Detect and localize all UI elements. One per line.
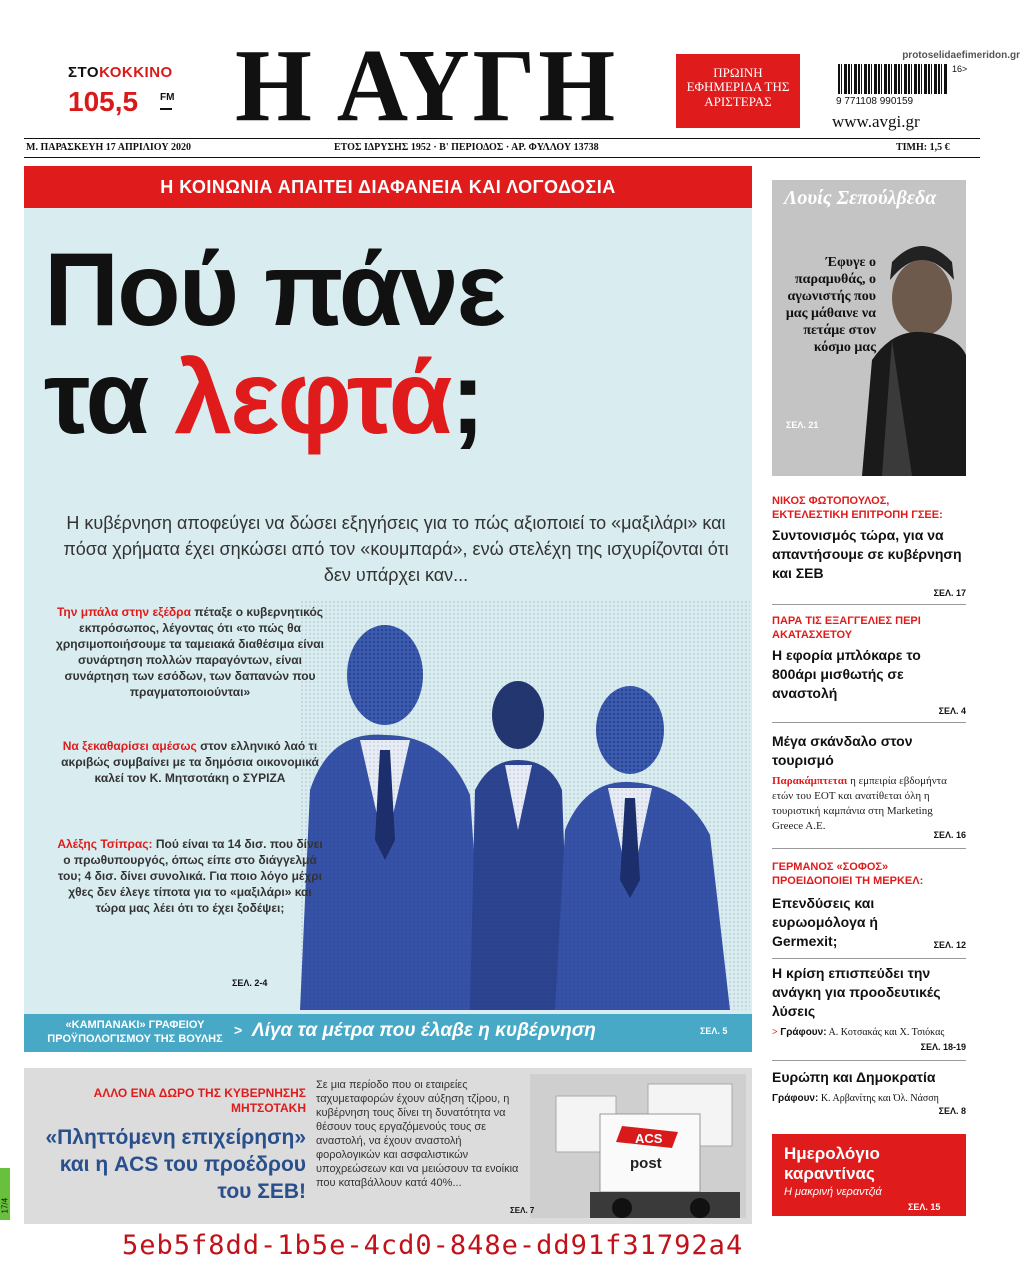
radio-band: FM: [160, 92, 175, 103]
edition-info: ΕΤΟΣ ΙΔΡΥΣΗΣ 1952 · Β' ΠΕΡΙΟΔΟΣ · ΑΡ. ΦΥΛΛΟΥ 13738: [334, 142, 599, 153]
divider: [772, 958, 966, 959]
crisis-authors: > Γράφουν: Α. Κοτσακάς και Χ. Τσιόκας: [772, 1027, 945, 1038]
europe-authors: Γράφουν: Κ. Αρβανίτης και Όλ. Νάσση: [772, 1093, 939, 1104]
strip-title[interactable]: Λίγα τα μέτρα που έλαβε η κυβέρνηση: [252, 1020, 596, 1041]
chevron-right-icon: >: [234, 1022, 243, 1038]
germexit-title[interactable]: Επενδύσεις και ευρωομόλογα ή Germexit;: [772, 895, 878, 949]
page-reference: ΣΕΛ. 18-19: [920, 1042, 966, 1052]
tagline: ΠΡΩΙΝΗ ΕΦΗΜΕΡΙΔΑ ΤΗΣ ΑΡΙΣΤΕΡΑΣ: [676, 54, 800, 128]
lead-paragraph: Αλέξης Τσίπρας: Πού είναι τα 14 δισ. που δίνει ο πρωθυπουργός, όπως είπε στο διάγγελμά του; 4 δισ. δίνει συνολικά. Για ποιο λόγο μέχρι χθες δεν έλεγε τίποτα για το «μαξιλάρι» και τώρα μας λέει ότι το έχει ξοδέψει;: [57, 837, 323, 915]
gsee-title[interactable]: Συντονισμός τώρα, για να απαντήσουμε σε κυβέρνηση και ΣΕΒ: [772, 527, 962, 581]
page-reference: ΣΕΛ. 21: [786, 420, 819, 430]
delivery-scooters-photo: [530, 1074, 746, 1218]
germexit-kicker: ΓΕΡΜΑΝΟΣ «ΣΟΦΟΣ» ΠΡΟΕΙΔΟΠΟΙΕΙ ΤΗ ΜΕΡΚΕΛ:: [772, 861, 924, 887]
acs-body: Σε μια περίοδο που οι εταιρείες ταχυμεταφορών έχουν αύξηση τζίρου, η κυβέρνηση τους δίνει τη δυνατότητα να θέσουν τους εργαζόμενούς τους σε αναστολή, να έχουν αναστολή φορολογικών και ασφαλιστικών υποχρεώσεων και να μειώσουν τα ενοίκια που καταβάλλουν κατά 40%...: [316, 1079, 519, 1189]
tax-kicker: ΠΑΡΑ ΤΙΣ ΕΞΑΓΓΕΛΙΕΣ ΠΕΡΙ ΑΚΑΤΑΣΧΕΤΟΥ: [772, 615, 921, 641]
meta-rule: [24, 157, 980, 158]
page-reference: ΣΕΛ. 17: [933, 588, 966, 598]
diary-title: Ημερολόγιο καραντίνας: [784, 1144, 880, 1183]
website-link[interactable]: www.avgi.gr: [832, 112, 920, 131]
page-reference: ΣΕΛ. 16: [933, 830, 966, 840]
lead-paragraph: Να ξεκαθαρίσει αμέσως στον ελληνικό λαό τι ακριβώς συμβαίνει με τα δημόσια οικονομικά καλεί τον Κ. Μητσοτάκη ο ΣΥΡΙΖΑ: [61, 739, 319, 785]
strip-kicker: «ΚΑΜΠΑΝΑΚΙ» ΓΡΑΦΕΙΟΥ ΠΡΟΫΠΟΛΟΓΙΣΜΟΥ ΤΗΣ ΒΟΥΛΗΣ: [47, 1019, 223, 1045]
divider: [772, 604, 966, 605]
newspaper-logo: Η ΑΥΓΗ: [235, 28, 618, 143]
radio-brand: ΣΤΟΚΟΚΚΙΝΟ: [68, 64, 173, 81]
acs-kicker: ΑΛΛΟ ΕΝΑ ΔΩΡΟ ΤΗΣ ΚΥΒΕΡΝΗΣΗΣ ΜΗΤΣΟΤΑΚΗ: [93, 1086, 306, 1115]
sepulveda-quote[interactable]: Έφυγε ο παραμυθάς, ο αγωνιστής που μας μάθαινε να πετάμε στον κόσμο μας: [785, 255, 876, 355]
divider: [772, 722, 966, 723]
page-reference: ΣΕΛ. 4: [938, 706, 966, 716]
crisis-title[interactable]: Η κρίση επισπεύδει την ανάγκη για προοδευτικές λύσεις: [772, 965, 941, 1019]
gsee-kicker: ΝΙΚΟΣ ΦΩΤΟΠΟΥΛΟΣ, ΕΚΤΕΛΕΣΤΙΚΗ ΕΠΙΤΡΟΠΗ ΓΣΕΕ:: [772, 495, 943, 521]
divider: [772, 1060, 966, 1061]
document-uuid: 5eb5f8dd-1b5e-4cd0-848e-dd91f31792a4: [122, 1230, 744, 1261]
barcode-icon: [838, 64, 948, 94]
issue-date: Μ. ΠΑΡΑΣΚΕΥΗ 17 ΑΠΡΙΛΙΟΥ 2020: [26, 142, 192, 153]
europe-title[interactable]: Ευρώπη και Δημοκρατία: [772, 1069, 936, 1085]
ministers-photo: [300, 600, 750, 1010]
tourism-body: Παρακάμπτεται η εμπειρία εβδομήντα ετών του ΕΟΤ και ανατίθεται όλη η τουριστική καμπάνια στη Marketing Greece A.E.: [772, 775, 947, 832]
meta-rule: [24, 138, 980, 139]
divider: [772, 848, 966, 849]
lead-deck: Η κυβέρνηση αποφεύγει να δώσει εξηγήσεις για το πώς αξιοποιεί το «μαξιλάρι» και πόσα χρήματα έχει σηκώσει από τον «κουμπαρά», ενώ στελέχη της ισχυρίζονται ότι δεν υπάρχει καν...: [63, 513, 729, 585]
radio-divider: [160, 108, 172, 110]
lead-paragraph: Την μπάλα στην εξέδρα πέταξε ο κυβερνητικός εκπρόσωπος, λέγοντας ότι «το πώς θα χρησιμοποιήσουμε τα ταμειακά διαθέσιμα είναι συνάρτηση πολλών παραγόντων, είναι συνάρτηση των εσόδων, των δαπανών που πραγματοποιούνται»: [55, 605, 325, 699]
page-reference: ΣΕΛ. 15: [908, 1202, 941, 1212]
lead-headline[interactable]: Πού πάνε τα λεφτά;: [44, 232, 504, 456]
tourism-title[interactable]: Μέγα σκάνδαλο στον τουρισμό: [772, 733, 913, 768]
tax-title[interactable]: Η εφορία μπλόκαρε το 800άρι μισθωτής σε αναστολή: [772, 647, 921, 701]
sepulveda-name: Λουίς Σεπούλβεδα: [784, 187, 937, 209]
acs-title[interactable]: «Πληττόμενη επιχείρηση» και η ACS του προέδρου του ΣΕΒ!: [45, 1126, 306, 1203]
barcode-number: 9 771108 990159: [836, 96, 914, 107]
date-tab-label: 17/4: [0, 1197, 10, 1214]
page-reference: ΣΕΛ. 2-4: [232, 978, 268, 988]
issue-marker: 16>: [952, 64, 968, 74]
diary-subtitle: Η μακρινή νεραντζιά: [784, 1186, 882, 1198]
post-logo-text: post: [630, 1155, 662, 1172]
source-site: protoselidaefimeridon.gr: [902, 50, 1020, 61]
page-reference: ΣΕΛ. 7: [510, 1206, 535, 1215]
radio-frequency: 105,5: [68, 86, 139, 117]
page-reference: ΣΕΛ. 8: [938, 1106, 966, 1116]
page-reference: ΣΕΛ. 12: [933, 940, 966, 950]
acs-logo-text: ACS: [635, 1131, 663, 1146]
page-reference: ΣΕΛ. 5: [700, 1026, 728, 1036]
lead-banner: Η ΚΟΙΝΩΝΙΑ ΑΠΑΙΤΕΙ ΔΙΑΦΑΝΕΙΑ ΚΑΙ ΛΟΓΟΔΟΣΙΑ: [24, 166, 752, 208]
price: ΤΙΜΗ: 1,5 €: [896, 142, 950, 153]
